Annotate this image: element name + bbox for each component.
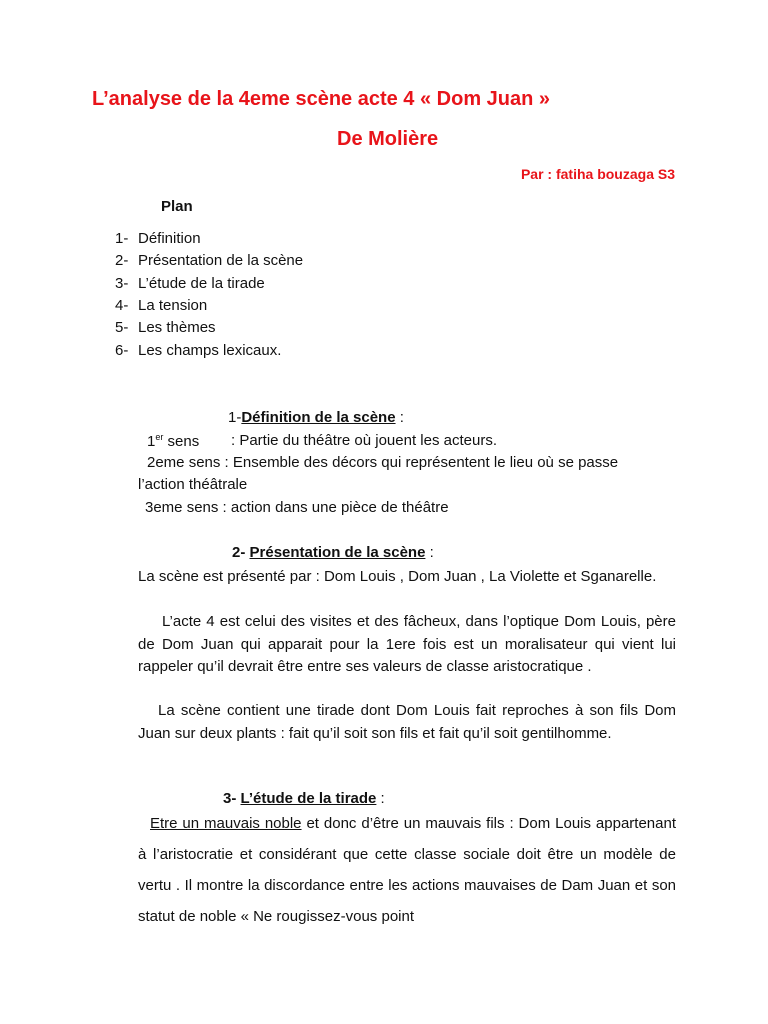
- section-title: Définition de la scène: [241, 409, 396, 426]
- document-subtitle: De Molière: [337, 128, 439, 150]
- sense-3: 3eme sens : action dans une pièce de théâtre: [145, 499, 449, 516]
- plan-item-number: 6-: [115, 342, 129, 359]
- plan-item-label: L’étude de la tirade: [138, 275, 265, 292]
- plan-item-label: La tension: [138, 297, 208, 314]
- plan-item-label: Les thèmes: [138, 319, 216, 336]
- sense-2-line-1: 2eme sens : Ensemble des décors qui représentent le lieu où se passe: [147, 454, 619, 471]
- plan-item-number: 3-: [115, 275, 129, 292]
- section-colon: :: [425, 544, 434, 561]
- plan-item-number: 5-: [115, 319, 129, 336]
- section-colon: :: [395, 409, 404, 426]
- section-presentation-heading: [232, 544, 434, 561]
- plan-item-label: Définition: [138, 230, 201, 247]
- plan-item-number: 1-: [115, 230, 129, 247]
- section-definition-heading: [228, 409, 404, 426]
- plan-item-number: 4-: [115, 297, 129, 314]
- section-tirade-heading: [223, 790, 385, 807]
- tirade-paragraph: [138, 808, 676, 932]
- section-colon: :: [376, 790, 385, 807]
- plan-item-number: 2-: [115, 252, 129, 269]
- tirade-text: et donc d’être un mauvais fils : Dom Louis appartenant à l’aristocratie et considérant que cette classe sociale doit être un modèle de vertu . Il montre la discordance entre les actions mauvaises de Dam Juan et son statut de noble « Ne rougissez-vous point: [138, 815, 676, 925]
- section-title: Présentation de la scène: [249, 544, 426, 561]
- document-title: L’analyse de la 4eme scène acte 4 « Dom Juan »: [92, 88, 551, 110]
- section-title: L’étude de la tirade: [240, 790, 377, 807]
- section-number: 3-: [223, 790, 241, 807]
- presentation-paragraph-1: La scène est présenté par : Dom Louis , Dom Juan , La Violette et Sganarelle.: [138, 568, 657, 585]
- sense-1-term: 1er sens: [147, 432, 200, 450]
- tirade-lead-phrase: Etre un mauvais noble: [150, 815, 302, 832]
- presentation-paragraph-2: L’acte 4 est celui des visites et des fâcheux, dans l’optique Dom Louis, père de Dom Juan qui apparait pour la 1ere fois est un moralisateur qui vient lui rappeler qu’il devrait être entre ses valeurs de classe aristocratique .: [138, 613, 676, 675]
- section-number: 1-: [228, 409, 242, 426]
- presentation-paragraph-3: La scène contient une tirade dont Dom Louis fait reproches à son fils Dom Juan sur deux plants : fait qu’il soit son fils et fait qu’il soit gentilhomme.: [138, 702, 676, 742]
- plan-item-label: Présentation de la scène: [138, 252, 304, 269]
- plan-heading: Plan: [161, 198, 193, 215]
- sense-1-definition: : Partie du théâtre où jouent les acteurs.: [231, 432, 497, 449]
- section-number: 2-: [232, 544, 250, 561]
- author-line: Par : fatiha bouzaga S3: [520, 166, 675, 182]
- sense-2-line-2: l’action théâtrale: [138, 476, 248, 493]
- plan-item-label: Les champs lexicaux.: [138, 342, 282, 359]
